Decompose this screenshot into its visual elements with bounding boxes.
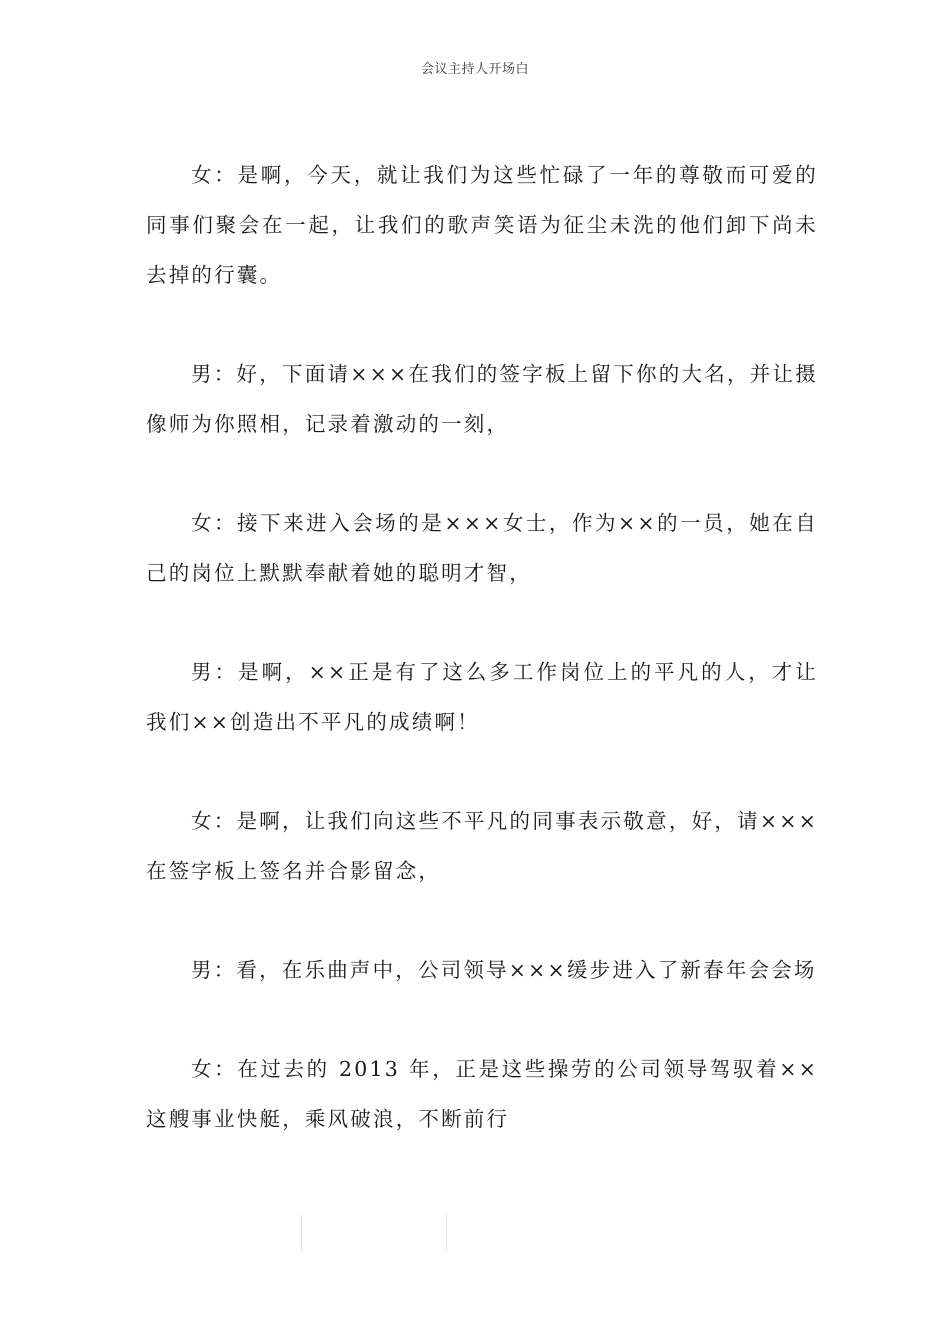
document-body xyxy=(146,150,818,1144)
footer-divider-left xyxy=(301,1214,302,1251)
paragraph-1: 女：是啊，今天，就让我们为这些忙碌了一年的尊敬而可爱的同事们聚会在一起，让我们的歌声笑语为征尘未洗的他们卸下尚未去掉的行囊。 xyxy=(146,163,818,287)
paragraph-7: 女：在过去的 2013 年，正是这些操劳的公司领导驾驭着××这艘事业快艇，乘风破浪，不断前行 xyxy=(146,1057,818,1131)
paragraph-5: 女：是啊，让我们向这些不平凡的同事表示敬意，好，请×××在签字板上签名并合影留念， xyxy=(146,809,818,883)
paragraph-3: 女：接下来进入会场的是×××女士，作为××的一员，她在自己的岗位上默默奉献着她的聪明才智， xyxy=(146,511,818,585)
footer-divider-right xyxy=(446,1214,447,1251)
paragraph-2: 男：好，下面请×××在我们的签字板上留下你的大名，并让摄像师为你照相，记录着激动的一刻， xyxy=(146,362,818,436)
paragraph-6: 男：看，在乐曲声中，公司领导×××缓步进入了新春年会会场 xyxy=(191,958,817,982)
paragraph-4: 男：是啊，××正是有了这么多工作岗位上的平凡的人，才让我们××创造出不平凡的成绩啊！ xyxy=(146,660,818,734)
page-header-title: 会议主持人开场白 xyxy=(420,62,529,77)
